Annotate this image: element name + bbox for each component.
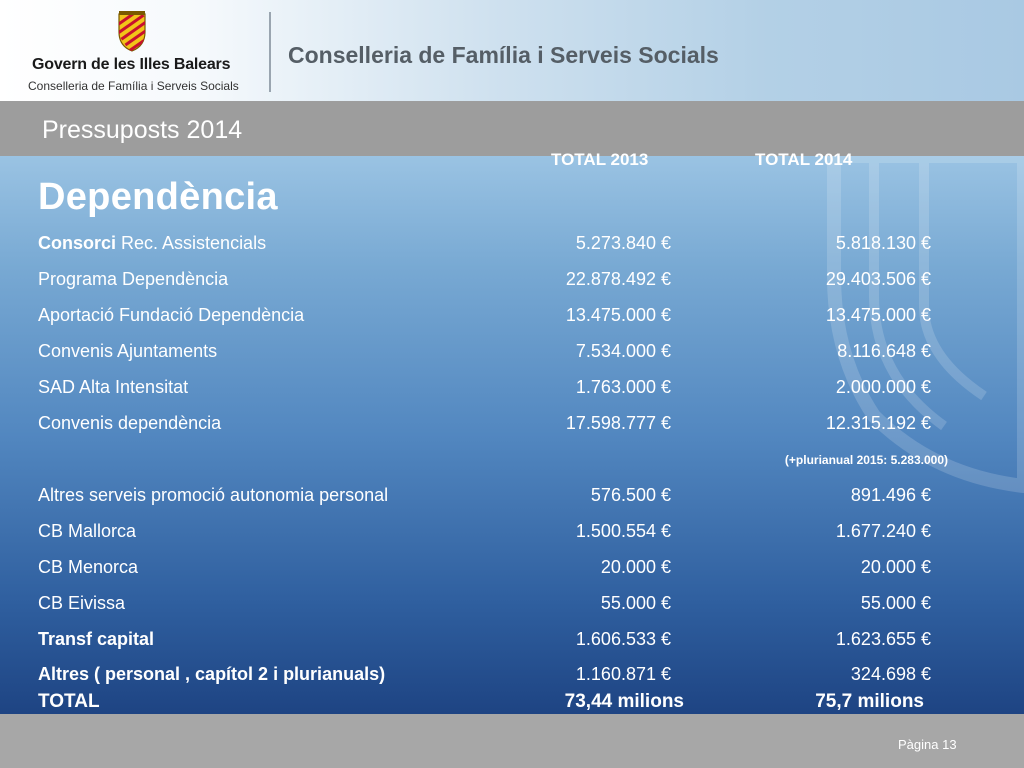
value-2014: 324.698 € bbox=[850, 664, 931, 684]
row-label: Programa Dependència bbox=[38, 269, 229, 289]
value-2014: 1.623.655 € bbox=[835, 629, 931, 649]
value-2014: 2.000.000 € bbox=[835, 377, 931, 397]
value-2014: 20.000 € bbox=[860, 557, 931, 577]
header-divider bbox=[269, 12, 271, 92]
value-2014: 5.818.130 € bbox=[835, 233, 931, 253]
value-2014: 12.315.192 € bbox=[825, 413, 931, 433]
value-2013: 17.598.777 € bbox=[565, 413, 671, 433]
total-label: TOTAL bbox=[38, 691, 100, 712]
value-2014: 13.475.000 € bbox=[825, 305, 931, 325]
value-2014: 29.403.506 € bbox=[825, 269, 931, 289]
value-2014: 55.000 € bbox=[860, 593, 931, 613]
plurianual-note: (+plurianual 2015: 5.283.000) bbox=[784, 453, 948, 467]
row-label: Altres ( personal , capítol 2 i plurianuals) bbox=[38, 664, 386, 684]
row-label bbox=[38, 233, 528, 254]
row-label: SAD Alta Intensitat bbox=[38, 377, 189, 397]
row-label-bold: Consorci bbox=[38, 233, 117, 253]
value-2014: 8.116.648 € bbox=[837, 341, 931, 361]
value-2013: 20.000 € bbox=[600, 557, 671, 577]
total-2013: 73,44 milions bbox=[564, 691, 684, 712]
coat-of-arms-icon bbox=[114, 10, 150, 52]
government-subtitle: Conselleria de Família i Serveis Socials bbox=[28, 79, 239, 93]
row-label: CB Eivissa bbox=[38, 593, 126, 613]
header-area bbox=[0, 0, 1024, 101]
conselleria-title: Conselleria de Família i Serveis Socials bbox=[288, 42, 719, 68]
value-2013: 1.160.871 € bbox=[575, 664, 671, 684]
row-label: Altres serveis promoció autonomia personal bbox=[38, 485, 389, 505]
value-2013: 1.606.533 € bbox=[575, 629, 671, 649]
row-label: CB Mallorca bbox=[38, 521, 137, 541]
value-2013: 7.534.000 € bbox=[575, 341, 671, 361]
government-name: Govern de les Illes Balears bbox=[32, 56, 231, 73]
row-label: Aportació Fundació Dependència bbox=[38, 305, 305, 325]
value-2013: 5.273.840 € bbox=[575, 233, 671, 253]
column-header-2013: TOTAL 2013 bbox=[551, 150, 649, 169]
row-label-rest: Rec. Assistencials bbox=[116, 233, 267, 253]
row-label: CB Menorca bbox=[38, 557, 139, 577]
row-label: Transf capital bbox=[38, 629, 155, 649]
value-2013: 13.475.000 € bbox=[565, 305, 671, 325]
value-2013: 1.500.554 € bbox=[575, 521, 671, 541]
government-logo bbox=[14, 8, 254, 98]
total-2014: 75,7 milions bbox=[815, 691, 924, 712]
value-2013: 576.500 € bbox=[590, 485, 671, 505]
slide-title: Pressuposts 2014 bbox=[42, 116, 243, 144]
page-number: Pàgina 13 bbox=[898, 737, 957, 752]
value-2014: 1.677.240 € bbox=[835, 521, 931, 541]
value-2013: 1.763.000 € bbox=[575, 377, 671, 397]
footer-bar bbox=[0, 714, 1024, 768]
section-heading: Dependència bbox=[38, 176, 278, 218]
column-header-2014: TOTAL 2014 bbox=[755, 150, 853, 169]
value-2013: 22.878.492 € bbox=[565, 269, 671, 289]
value-2013: 55.000 € bbox=[600, 593, 671, 613]
value-2014: 891.496 € bbox=[850, 485, 931, 505]
row-label: Convenis dependència bbox=[38, 413, 222, 433]
row-label: Convenis Ajuntaments bbox=[38, 341, 218, 361]
